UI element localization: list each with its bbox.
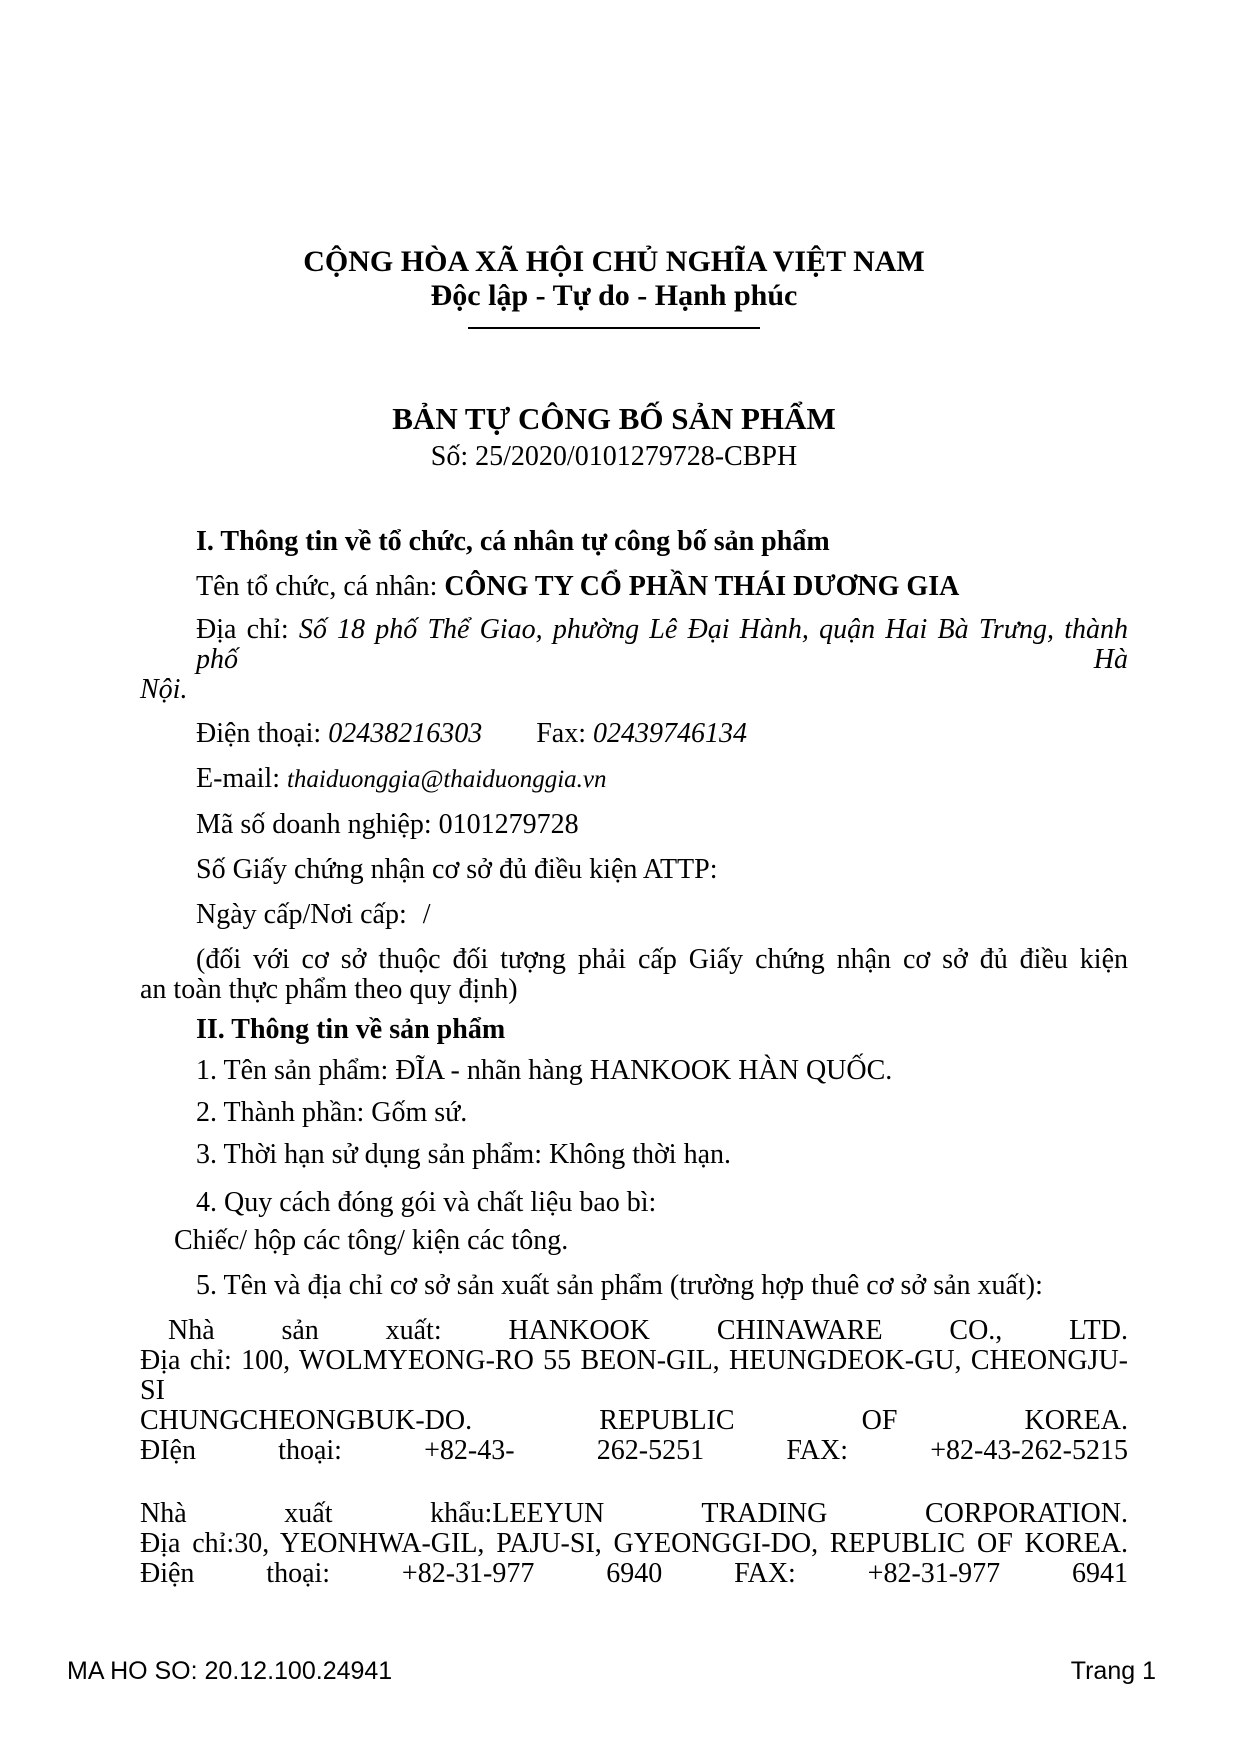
fax-label: Fax: <box>536 718 593 749</box>
motto-divider <box>468 327 760 329</box>
product-ingredients-line: 2. Thành phần: Gốm sứ. <box>196 1097 468 1128</box>
attp-certificate-line: Số Giấy chứng nhận cơ sở đủ điều kiện ATTP: <box>196 854 718 885</box>
attp-note-line1: (đối với cơ sở thuộc đối tượng phải cấp Giấy chứng nhận cơ sở đủ điều kiện <box>196 944 1128 975</box>
org-name-value: CÔNG TY CỔ PHẦN THÁI DƯƠNG GIA <box>444 571 960 602</box>
attp-note-line2: an toàn thực phẩm theo quy định) <box>140 974 518 1005</box>
manufacturer-phone-line: ĐIện thoại: +82-43- 262-5251 FAX: +82-43-262-5215 <box>140 1435 1128 1466</box>
exporter-name-line: Nhà xuất khẩu:LEEYUN TRADING CORPORATION. <box>140 1498 1128 1529</box>
document-title: BẢN TỰ CÔNG BỐ SẢN PHẨM <box>392 401 836 436</box>
footer-page-number: Trang 1 <box>1070 1657 1156 1685</box>
exporter-phone-line: Điện thoại: +82-31-977 6940 FAX: +82-31-977 6941 <box>140 1558 1128 1589</box>
product-name-line: 1. Tên sản phẩm: ĐĨA - nhãn hàng HANKOOK HÀN QUỐC. <box>196 1055 893 1086</box>
org-phone-line <box>140 719 1128 749</box>
section1-heading: I. Thông tin về tổ chức, cá nhân tự công bố sản phẩm <box>196 526 830 557</box>
issue-date-label: Ngày cấp/Nơi cấp: <box>196 899 407 930</box>
national-title: CỘNG HÒA XÃ HỘI CHỦ NGHĨA VIỆT NAM <box>303 245 925 278</box>
product-packaging-detail: Chiếc/ hộp các tông/ kiện các tông. <box>174 1225 569 1256</box>
org-name-label: Tên tổ chức, cá nhân: <box>196 571 445 602</box>
email-label: E-mail: <box>196 763 287 794</box>
issue-date-line <box>140 900 1128 930</box>
document-content <box>140 245 1128 1589</box>
manufacturer-name-line: Nhà sản xuất: HANKOOK CHINAWARE CO., LTD. <box>168 1315 1128 1346</box>
issue-date-value: / <box>422 899 431 930</box>
exporter-address-line: Địa chỉ:30, YEONHWA-GIL, PAJU-SI, GYEONGGI-DO, REPUBLIC OF KOREA. <box>140 1528 1128 1559</box>
section2-heading: II. Thông tin về sản phẩm <box>196 1014 506 1045</box>
org-email-line <box>140 764 1128 795</box>
national-motto: Độc lập - Tự do - Hạnh phúc <box>430 279 798 312</box>
manufacturer-address-line1: Địa chỉ: 100, WOLMYEONG-RO 55 BEON-GIL, HEUNGDEOK-GU, CHEONGJU-SI <box>140 1345 1128 1406</box>
fax-value: 02439746134 <box>592 718 747 749</box>
product-packaging-line: 4. Quy cách đóng gói và chất liệu bao bì: <box>196 1187 657 1218</box>
org-address-value: Số 18 phố Thể Giao, phường Lê Đại Hành, quận Hai Bà Trưng, thành phố Hà <box>196 614 1128 675</box>
product-shelf-life-line: 3. Thời hạn sử dụng sản phẩm: Không thời hạn. <box>196 1139 732 1170</box>
org-address-line2: Nội. <box>140 674 188 705</box>
footer-file-code: MA HO SO: 20.12.100.24941 <box>67 1657 393 1685</box>
document-title-block <box>140 399 1128 475</box>
business-code-line: Mã số doanh nghiệp: 0101279728 <box>196 809 579 840</box>
email-value: thaiduonggia@thaiduonggia.vn <box>286 766 607 793</box>
production-site-line: 5. Tên và địa chỉ cơ sở sản xuất sản phẩm (trường hợp thuê cơ sở sản xuất): <box>196 1270 1043 1301</box>
phone-label: Điện thoại: <box>196 718 329 749</box>
org-address-label: Địa chỉ: <box>196 614 299 645</box>
org-address-line1 <box>140 615 1128 675</box>
document-number: Số: 25/2020/0101279728-CBPH <box>430 441 798 472</box>
org-name-line <box>140 572 1128 602</box>
phone-value: 02438216303 <box>328 718 483 749</box>
manufacturer-address-line2: CHUNGCHEONGBUK-DO. REPUBLIC OF KOREA. <box>140 1405 1128 1436</box>
national-header <box>140 245 1128 329</box>
